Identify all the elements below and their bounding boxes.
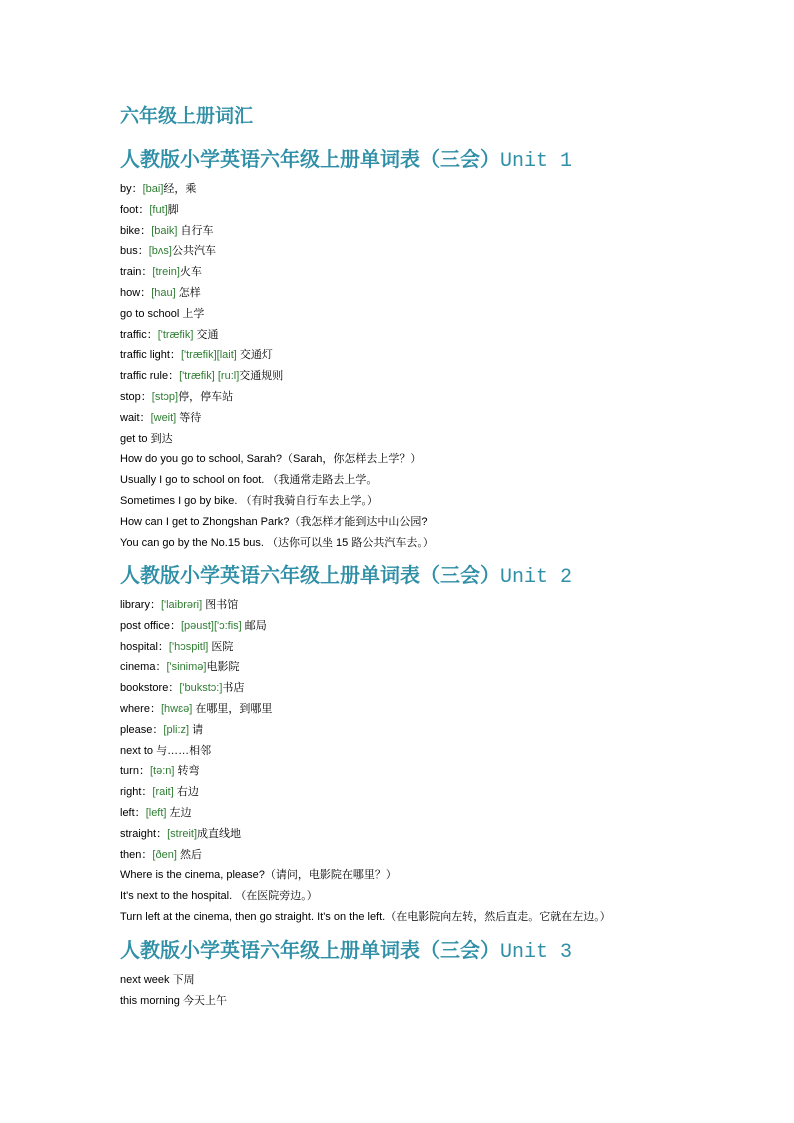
vocab-word: post office： [120, 619, 181, 632]
vocab-word: where： [120, 702, 161, 715]
vocab-entry [120, 720, 780, 741]
vocab-entry [120, 803, 780, 824]
vocab-phonetic: [pli:z] [163, 723, 190, 736]
vocab-word: next to [120, 744, 157, 757]
vocab-entry [120, 886, 780, 907]
vocab-phonetic: [tə:n] [149, 765, 175, 778]
section-unit-2 [120, 560, 780, 928]
vocab-meaning: 到达 [150, 432, 173, 445]
vocab-word: bus： [120, 245, 149, 258]
vocab-phonetic: ['træfik] [ru:l] [179, 370, 240, 383]
vocab-word: bookstore： [120, 682, 180, 695]
vocab-entry [120, 741, 780, 762]
vocab-phonetic: [pəust]['ɔ:fis] [180, 619, 242, 632]
vocab-phonetic: ['træfik][lait] [180, 349, 237, 362]
vocab-meaning: 书店 [222, 682, 245, 695]
vocab-entry [120, 387, 780, 408]
vocab-word: wait： [120, 411, 151, 424]
vocab-entry [120, 991, 780, 1012]
section-heading-text: 人教版小学英语六年级上册单词表（三会） [120, 938, 500, 962]
vocab-phonetic: ['laibrəri] [160, 599, 203, 611]
vocab-entry [120, 865, 780, 886]
vocab-meaning: 上学 [182, 307, 205, 320]
vocab-entry [120, 824, 780, 845]
vocab-entry [120, 449, 780, 470]
vocab-entry [120, 408, 780, 429]
vocab-meaning: 图书馆 [202, 599, 239, 611]
vocab-meaning: 公共汽车 [171, 245, 216, 258]
vocab-meaning: 等待 [176, 411, 202, 424]
vocab-entry [120, 304, 780, 325]
vocab-word: traffic： [120, 328, 158, 341]
vocab-word: bike： [120, 224, 152, 237]
vocab-word: straight： [120, 827, 168, 840]
vocab-entry [120, 221, 780, 242]
vocab-meaning: 转弯 [174, 765, 200, 778]
vocab-entry [120, 262, 780, 283]
vocab-word: Turn left at the cinema, then go straight. It's on the left. [120, 910, 386, 923]
vocab-phonetic: [rait] [152, 786, 174, 799]
vocab-word: How can I get to Zhongshan Park? [120, 515, 290, 528]
vocab-meaning: 与……相邻 [156, 744, 212, 757]
vocab-phonetic: [trein] [152, 266, 180, 279]
vocab-entry [120, 491, 780, 512]
vocab-word: turn： [120, 765, 150, 778]
vocab-entry [120, 345, 780, 366]
vocab-list [120, 595, 780, 928]
vocab-entry [120, 325, 780, 346]
vocab-meaning: 左边 [166, 806, 192, 819]
vocab-word: How do you go to school, Sarah? [120, 453, 283, 466]
vocab-phonetic: [ðen] [152, 848, 177, 861]
vocab-word: stop： [120, 390, 152, 403]
vocab-phonetic: [hau] [151, 286, 176, 299]
vocab-entry [120, 283, 780, 304]
vocab-meaning: 交通规则 [239, 370, 284, 383]
vocab-phonetic: [bai] [142, 183, 164, 195]
vocab-word: Sometimes I go by bike. [120, 494, 241, 507]
vocab-entry [120, 429, 780, 450]
vocab-meaning: 交通 [193, 328, 219, 341]
vocab-word: traffic rule： [120, 370, 180, 383]
vocab-word: Usually I go to school on foot. [120, 474, 268, 487]
vocab-word: then： [120, 848, 153, 861]
vocab-word: hospital： [120, 640, 169, 653]
vocab-phonetic: [hwɛə] [160, 702, 193, 715]
section-heading-text: 人教版小学英语六年级上册单词表（三会） [120, 563, 500, 587]
vocab-meaning: 经，乘 [163, 183, 197, 195]
vocab-meaning: 然后 [176, 848, 202, 861]
vocab-word: left： [120, 806, 146, 819]
vocab-entry [120, 512, 780, 533]
vocab-entry [120, 241, 780, 262]
vocab-phonetic: [baik] [151, 224, 178, 237]
vocab-meaning: 成直线地 [197, 827, 242, 840]
vocab-word: traffic light： [120, 349, 181, 362]
vocab-meaning: 下周 [172, 974, 195, 986]
vocab-word: go to school [120, 307, 183, 320]
section-heading [120, 144, 780, 174]
vocab-phonetic: [streit] [167, 827, 198, 840]
vocab-entry [120, 366, 780, 387]
section-heading [120, 935, 780, 965]
vocab-entry [120, 907, 780, 928]
vocab-meaning: （在医院旁边。） [235, 890, 318, 903]
vocab-word: foot： [120, 203, 150, 216]
vocab-meaning: （我怎样才能到达中山公园? [289, 515, 428, 528]
section-unit-1 [120, 144, 780, 553]
vocab-meaning: 交通灯 [236, 349, 273, 362]
document-title: 六年级上册词汇 [120, 105, 254, 127]
vocab-entry [120, 470, 780, 491]
vocab-word: Where is the cinema, please? [120, 869, 265, 882]
vocab-word: please： [120, 723, 164, 736]
vocab-meaning: 怎样 [175, 286, 201, 299]
vocab-meaning: （在电影院向左转，然后直走。它就在左边。） [385, 910, 611, 923]
vocab-meaning: 请 [189, 723, 204, 736]
vocab-phonetic: [weit] [150, 411, 177, 424]
vocab-meaning: （Sarah，你怎样去上学？） [282, 453, 422, 466]
vocab-phonetic: ['sinimə] [166, 661, 207, 674]
vocab-entry [120, 657, 780, 678]
section-unit-label: Unit 1 [500, 150, 573, 173]
vocab-phonetic: [left] [145, 806, 167, 819]
vocab-phonetic: [stɔp] [151, 390, 179, 403]
vocab-list [120, 179, 780, 553]
vocab-word: right： [120, 786, 153, 799]
vocab-meaning: 右边 [173, 786, 199, 799]
vocab-word: You can go by the No.15 bus. [120, 536, 267, 549]
vocab-entry [120, 782, 780, 803]
vocab-meaning: 停，停车站 [178, 390, 234, 403]
vocab-entry [120, 637, 780, 658]
vocab-meaning: 自行车 [177, 224, 214, 237]
vocab-meaning: （有时我骑自行车去上学。） [240, 494, 378, 507]
vocab-word: cinema： [120, 661, 167, 674]
vocab-word: train： [120, 266, 153, 279]
vocab-meaning: （我通常走路去上学。 [267, 474, 378, 487]
vocab-meaning: 邮局 [241, 619, 267, 632]
vocab-meaning: （请问，电影院在哪里？） [264, 869, 397, 882]
vocab-entry [120, 616, 780, 637]
section-unit-label: Unit 2 [500, 566, 573, 589]
vocab-meaning: 今天上午 [182, 994, 227, 1007]
section-unit-label: Unit 3 [500, 941, 573, 964]
vocab-word: next week [120, 974, 173, 986]
vocab-list [120, 970, 780, 1012]
vocab-meaning: 在哪里，到哪里 [192, 702, 273, 715]
vocab-word: get to [120, 432, 151, 445]
section-heading-text: 人教版小学英语六年级上册单词表（三会） [120, 147, 500, 171]
vocab-word: It's next to the hospital. [120, 890, 236, 903]
vocab-phonetic: ['bukstɔ:] [179, 682, 223, 695]
vocab-meaning: 医院 [208, 640, 234, 653]
vocab-phonetic: [fut] [149, 203, 168, 216]
vocab-word: how： [120, 286, 152, 299]
vocab-entry [120, 595, 780, 616]
vocab-entry [120, 845, 780, 866]
vocab-entry [120, 970, 780, 991]
section-heading [120, 560, 780, 590]
section-unit-3 [120, 935, 780, 1012]
vocab-entry [120, 179, 780, 200]
vocab-phonetic: ['hɔspitl] [168, 640, 209, 653]
vocab-word: this morning [120, 994, 183, 1007]
vocab-word: by： [120, 183, 143, 195]
vocab-meaning: 电影院 [206, 661, 240, 674]
vocab-entry [120, 761, 780, 782]
vocab-entry [120, 533, 780, 554]
vocab-meaning: （达你可以坐 15 路公共汽车去。） [266, 536, 434, 549]
vocab-phonetic: [bʌs] [148, 245, 172, 258]
vocab-entry [120, 678, 780, 699]
vocab-meaning: 脚 [167, 203, 179, 216]
vocab-phonetic: ['træfik] [157, 328, 194, 341]
vocab-meaning: 火车 [179, 266, 202, 279]
vocab-word: library： [120, 599, 161, 611]
vocab-entry [120, 699, 780, 720]
vocab-entry [120, 200, 780, 221]
